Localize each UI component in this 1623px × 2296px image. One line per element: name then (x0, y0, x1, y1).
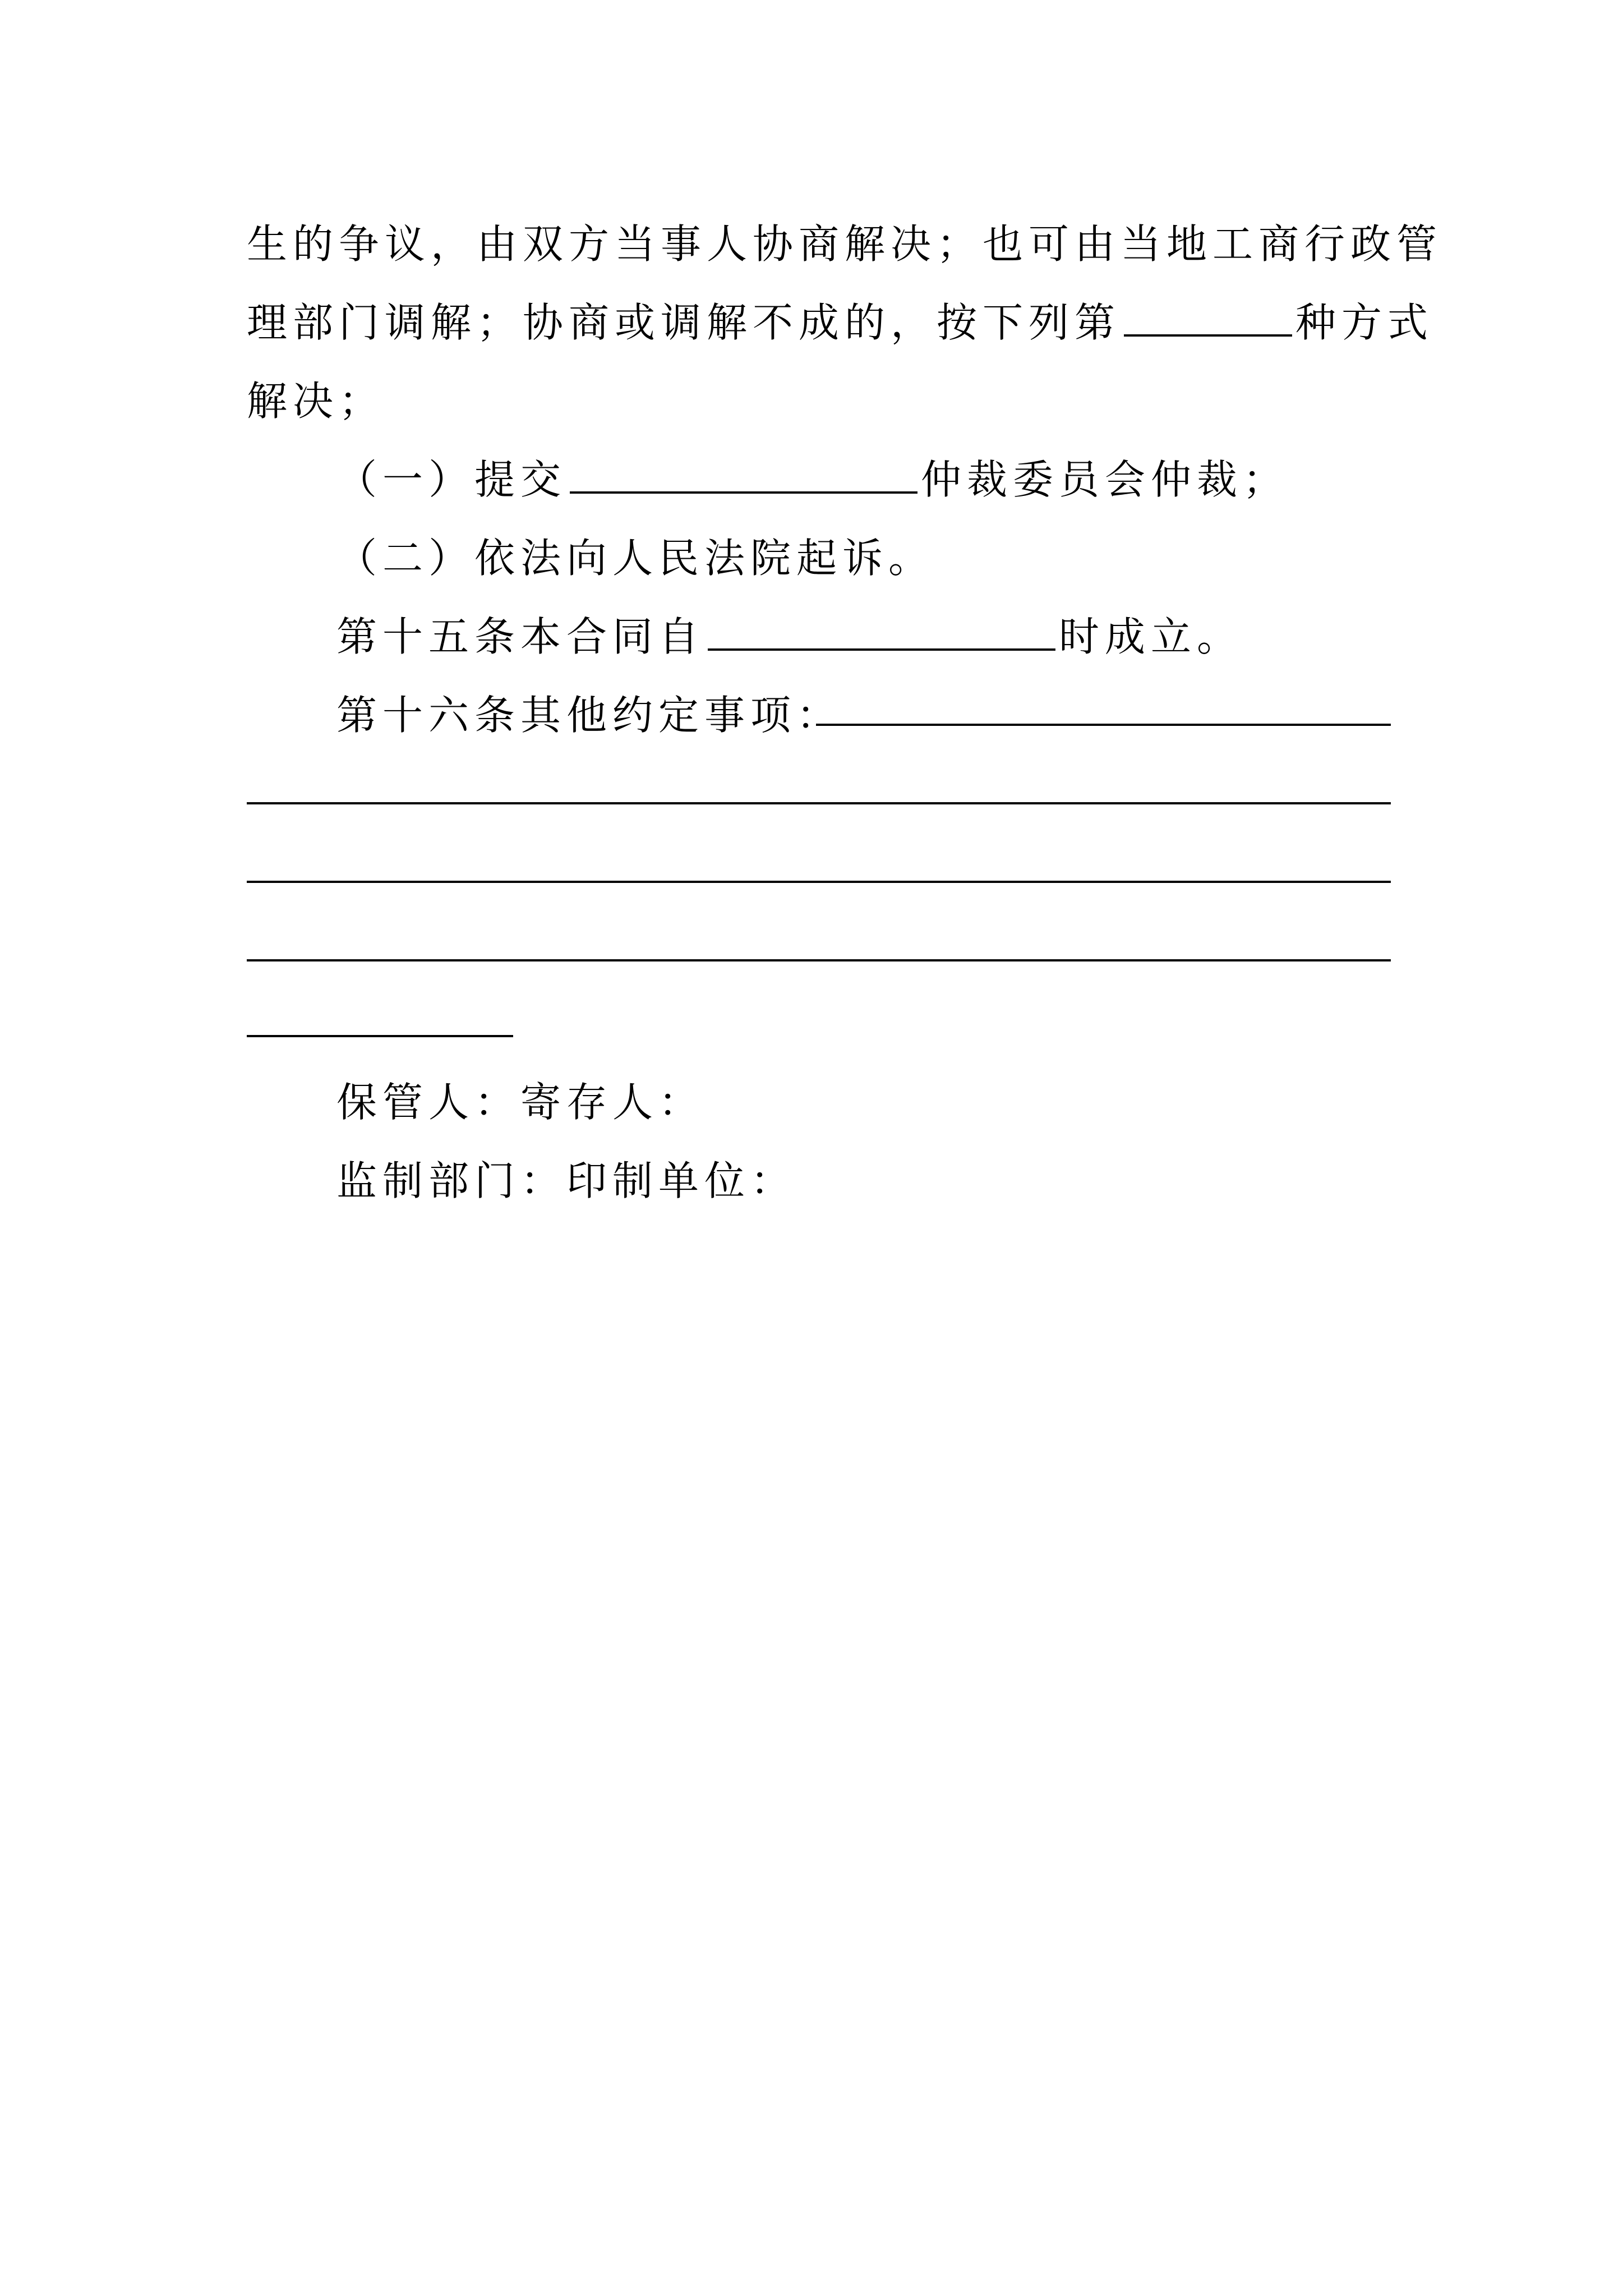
paragraph-line-3 (247, 359, 1391, 443)
signature-line-1 (336, 1060, 1391, 1144)
arbitration-committee-blank[interactable] (570, 441, 917, 494)
other-matters-blank-1[interactable] (816, 724, 1391, 726)
dispute-method-blank[interactable] (1124, 284, 1292, 337)
other-matters-blank-2[interactable] (247, 802, 1391, 804)
paragraph-line-2-text-before: 理部门调解；协商或调解不成的，按下列第 (247, 299, 1121, 346)
option-arbitration-after: 仲裁委员会仲裁； (921, 456, 1289, 503)
option-arbitration (336, 438, 1391, 522)
article-15-before: 第十五条本合同自 (336, 613, 705, 660)
paragraph-line-1-text: 生的争议，由双方当事人协商解决；也可由当地工商行政管 (247, 220, 1443, 268)
option-litigation-text: （二）依法向人民法院起诉。 (336, 535, 935, 582)
article-16 (336, 673, 1391, 757)
signature-line-2 (336, 1139, 1391, 1223)
supervisor-printer-label: 监制部门：印制单位： (336, 1157, 797, 1204)
paragraph-line-2-text-after: 种方式 (1295, 299, 1434, 346)
paragraph-line-2 (247, 280, 1434, 365)
custodian-depositor-label: 保管人：寄存人： (336, 1079, 705, 1126)
article-15 (336, 595, 1391, 679)
contract-effective-blank[interactable] (708, 598, 1055, 651)
other-matters-blank-5[interactable] (247, 1035, 513, 1037)
other-matters-blank-3[interactable] (247, 881, 1391, 883)
option-arbitration-before: （一）提交 (336, 456, 567, 503)
paragraph-line-3-text: 解决； (247, 378, 385, 425)
article-15-after: 时成立。 (1059, 613, 1243, 660)
article-16-label: 第十六条其他约定事项： (336, 692, 843, 739)
other-matters-blank-4[interactable] (247, 959, 1391, 961)
paragraph-line-1 (247, 202, 1443, 286)
option-litigation (336, 516, 1391, 600)
